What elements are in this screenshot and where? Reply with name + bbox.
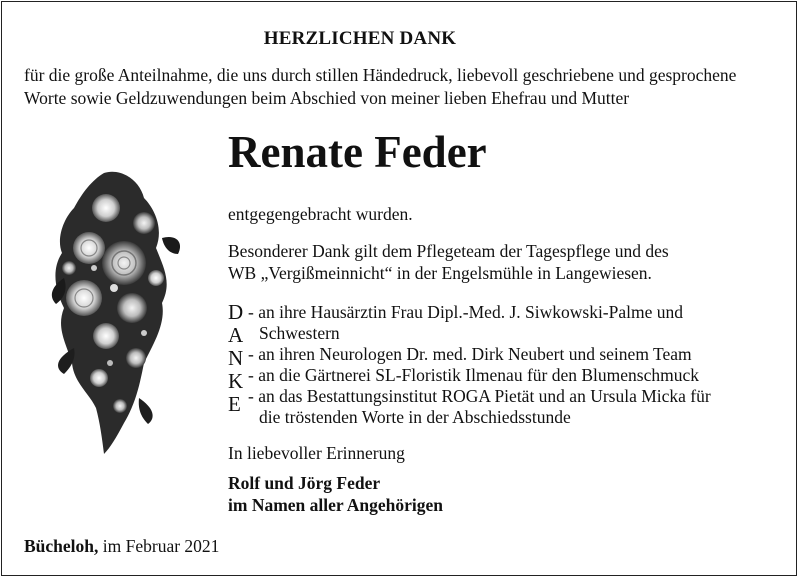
danke-letter: N bbox=[228, 346, 244, 370]
special-thanks-line-2: WB „Vergißmeinnicht“ in der Engelsmühle in Langewiesen. bbox=[228, 263, 652, 283]
danke-item-continuation: Schwestern bbox=[259, 323, 340, 343]
danke-item-continuation: die tröstenden Worte in der Abschiedsstunde bbox=[259, 407, 571, 427]
place: Bücheloh, bbox=[24, 536, 99, 556]
received-text: entgegengebracht wurden. bbox=[228, 204, 413, 224]
special-thanks-line-1: Besonderer Dank gilt dem Pflegeteam der Tagespflege und des bbox=[228, 241, 669, 261]
danke-acrostic bbox=[228, 301, 243, 416]
danke-item: - an die Gärtnerei SL-Floristik Ilmenau für den Blumenschmuck bbox=[248, 365, 699, 385]
danke-letter: K bbox=[228, 369, 244, 393]
place-date bbox=[24, 536, 219, 557]
closing-text: In liebevoller Erinnerung bbox=[228, 443, 405, 463]
danke-item: - an ihre Hausärztin Frau Dipl.-Med. J. Siwkowski-Palme und bbox=[248, 302, 683, 322]
flower-bouquet-image bbox=[44, 168, 192, 458]
deceased-name: Renate Feder bbox=[228, 127, 487, 177]
signatories bbox=[228, 472, 443, 516]
danke-list bbox=[248, 302, 711, 428]
special-thanks bbox=[228, 240, 669, 284]
danke-letter: E bbox=[228, 392, 241, 416]
danke-item: - an ihren Neurologen Dr. med. Dirk Neubert und seinem Team bbox=[248, 344, 692, 364]
signatories-line-2: im Namen aller Angehörigen bbox=[228, 495, 444, 515]
intro-line-1: für die große Anteilnahme, die uns durch stillen Händedruck, liebevoll geschriebene und gesprochene bbox=[24, 65, 737, 85]
danke-item: - an das Bestattungsinstitut ROGA Pietät und an Ursula Micka für bbox=[248, 386, 711, 406]
danke-letter: D bbox=[228, 300, 244, 324]
notice-heading: HERZLICHEN DANK bbox=[263, 28, 457, 49]
date: im Februar 2021 bbox=[102, 536, 220, 556]
intro-text bbox=[24, 64, 736, 110]
signatories-line-1: Rolf und Jörg Feder bbox=[228, 473, 381, 493]
danke-letter: A bbox=[228, 323, 244, 347]
intro-line-2: Worte sowie Geldzuwendungen beim Abschied von meiner lieben Ehefrau und Mutter bbox=[24, 88, 630, 108]
